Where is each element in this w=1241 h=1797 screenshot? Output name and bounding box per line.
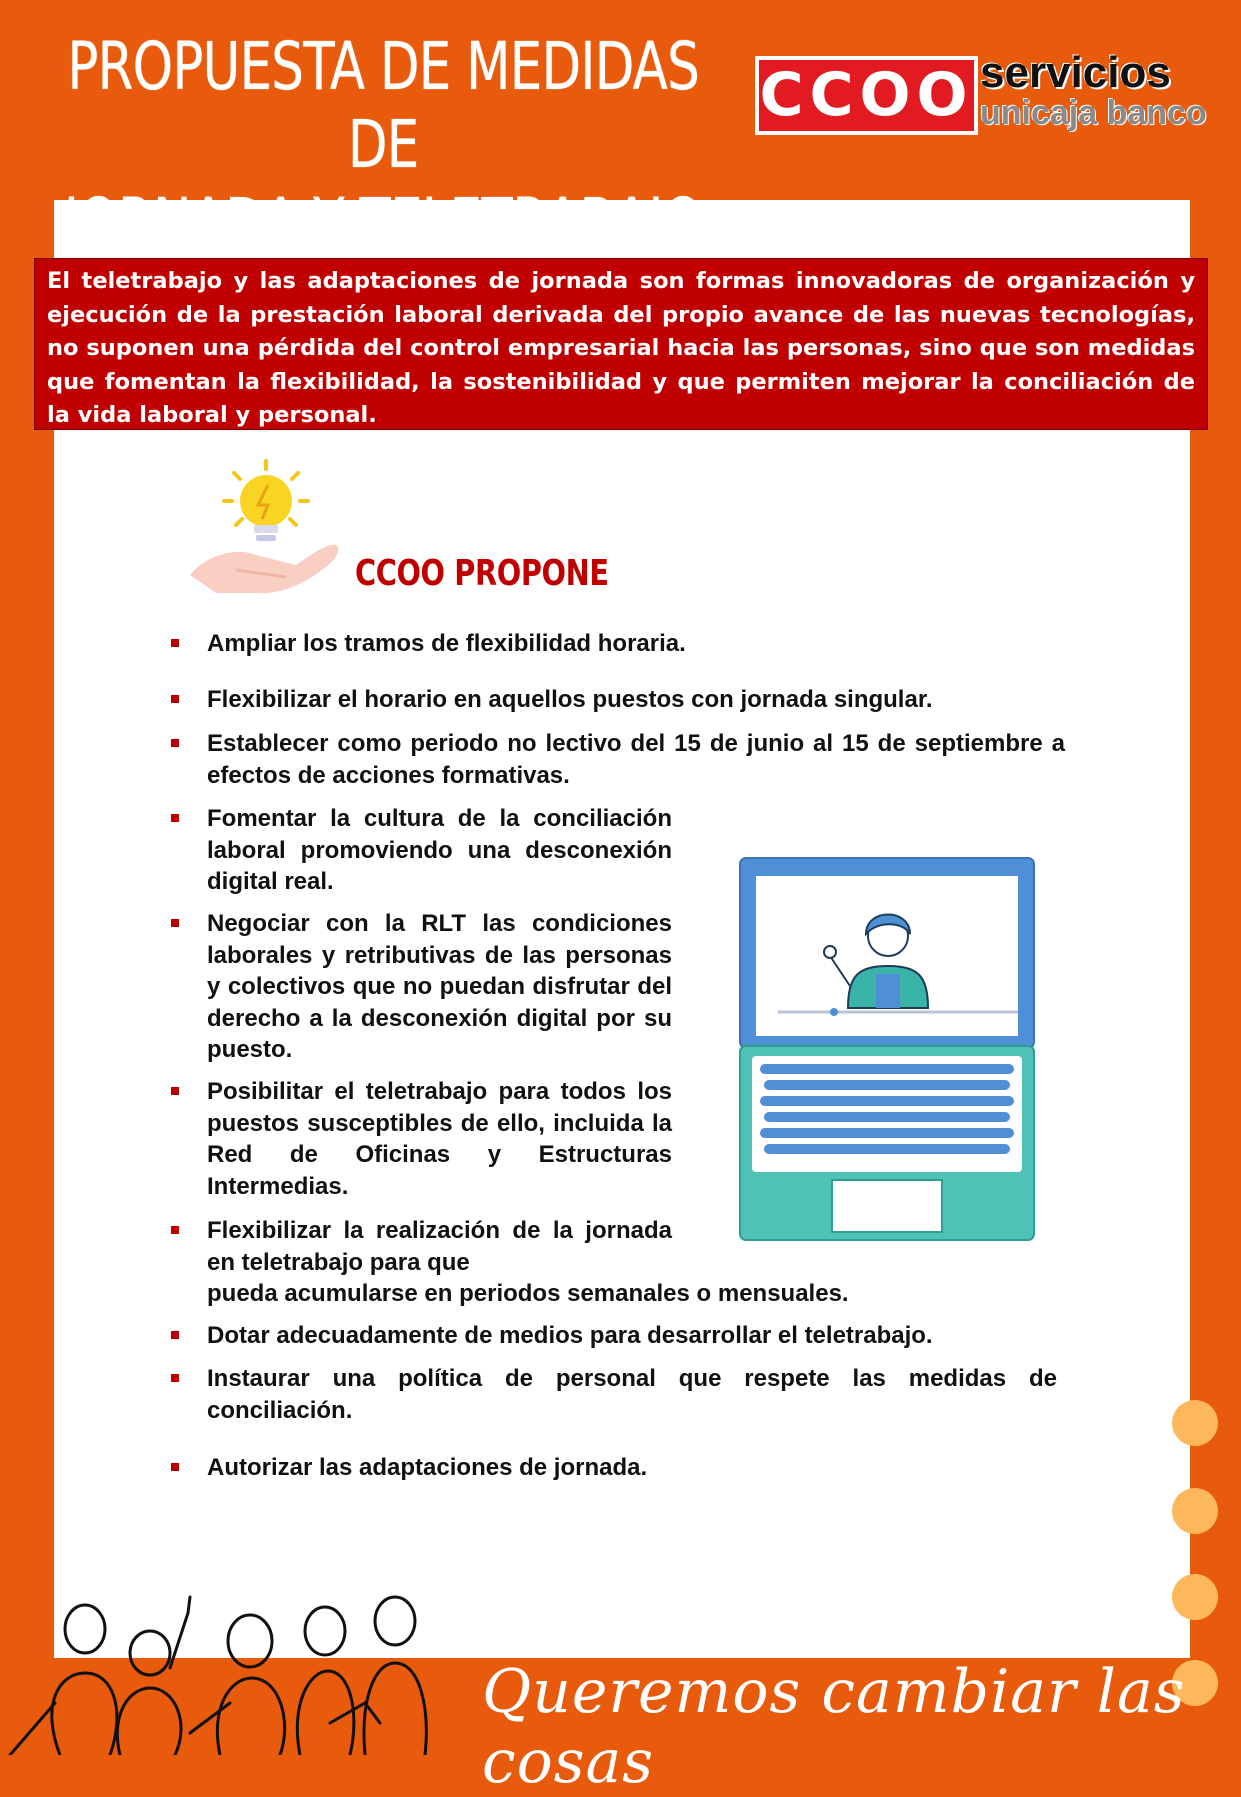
bullet-icon: [171, 695, 179, 703]
title-line-1: PROPUESTA DE MEDIDAS DE: [67, 28, 700, 183]
bullet-icon: [171, 1331, 179, 1339]
logo-ccoo: CCOO: [759, 60, 974, 130]
people-drawing-illustration: [0, 1583, 440, 1755]
bullet-icon: [171, 814, 179, 822]
bullet-icon: [171, 1226, 179, 1234]
bullet-icon: [171, 1374, 179, 1382]
dot-icon: [1172, 1574, 1218, 1620]
logo-unicaja: unicaja banco: [980, 94, 1207, 132]
proposal-item: Instaurar una política de personal que respete las medidas de conciliación.: [207, 1363, 1057, 1426]
footer-slogan: Queremos cambiar las cosas: [482, 1657, 1186, 1797]
proposal-item: Ampliar los tramos de flexibilidad horaria.: [207, 628, 1087, 660]
bullet-icon: [171, 919, 179, 927]
proposal-item: Flexibilizar el horario en aquellos puestos con jornada singular.: [207, 684, 1087, 716]
proposal-item: Posibilitar el teletrabajo para todos los puestos susceptibles de ello, incluida la Red de Oficinas y Estructuras Intermedias.: [207, 1076, 672, 1202]
dot-icon: [1172, 1400, 1218, 1446]
bullet-icon: [171, 1087, 179, 1095]
proposal-item: Flexibilizar la realización de la jornada en teletrabajo para que pueda acumularse en periodos semanales o mensuales.: [207, 1215, 672, 1310]
dot-icon: [1172, 1488, 1218, 1534]
bullet-icon: [171, 739, 179, 747]
logo-servicios: servicios: [980, 48, 1171, 97]
bullet-icon: [171, 1463, 179, 1471]
laptop-video-call-illustration: [738, 856, 1036, 1242]
proposal-item: Establecer como periodo no lectivo del 15 de junio al 15 de septiembre a efectos de acciones formativas.: [207, 728, 1065, 791]
ccoo-servicios-logo: [755, 48, 1210, 136]
proposal-item: Fomentar la cultura de la conciliación laboral promoviendo una desconexión digital real.: [207, 803, 672, 898]
logo-frame: [755, 56, 978, 135]
proposal-item: Dotar adecuadamente de medios para desarrollar el teletrabajo.: [207, 1320, 1087, 1352]
intro-text: El teletrabajo y las adaptaciones de jornada son formas innovadoras de organización y ejecución de la prestación laboral derivada del propio avance de las nuevas tecnologías, no suponen una pérdida del control empresarial hacia las personas, sino que son medidas que fomentan la flexibilidad, la sostenibilidad y que permiten mejorar la conciliación de la vida laboral y personal.: [34, 258, 1208, 430]
hand-lightbulb-icon: [186, 455, 346, 600]
proposal-item: Negociar con la RLT las condiciones laborales y retributivas de las personas y colectivos que no puedan disfrutar del derecho a la desconexión digital por su puesto.: [207, 908, 672, 1066]
section-title: CCOO PROPONE: [355, 553, 609, 594]
bullet-icon: [171, 639, 179, 647]
proposal-item: Autorizar las adaptaciones de jornada.: [207, 1452, 1057, 1484]
